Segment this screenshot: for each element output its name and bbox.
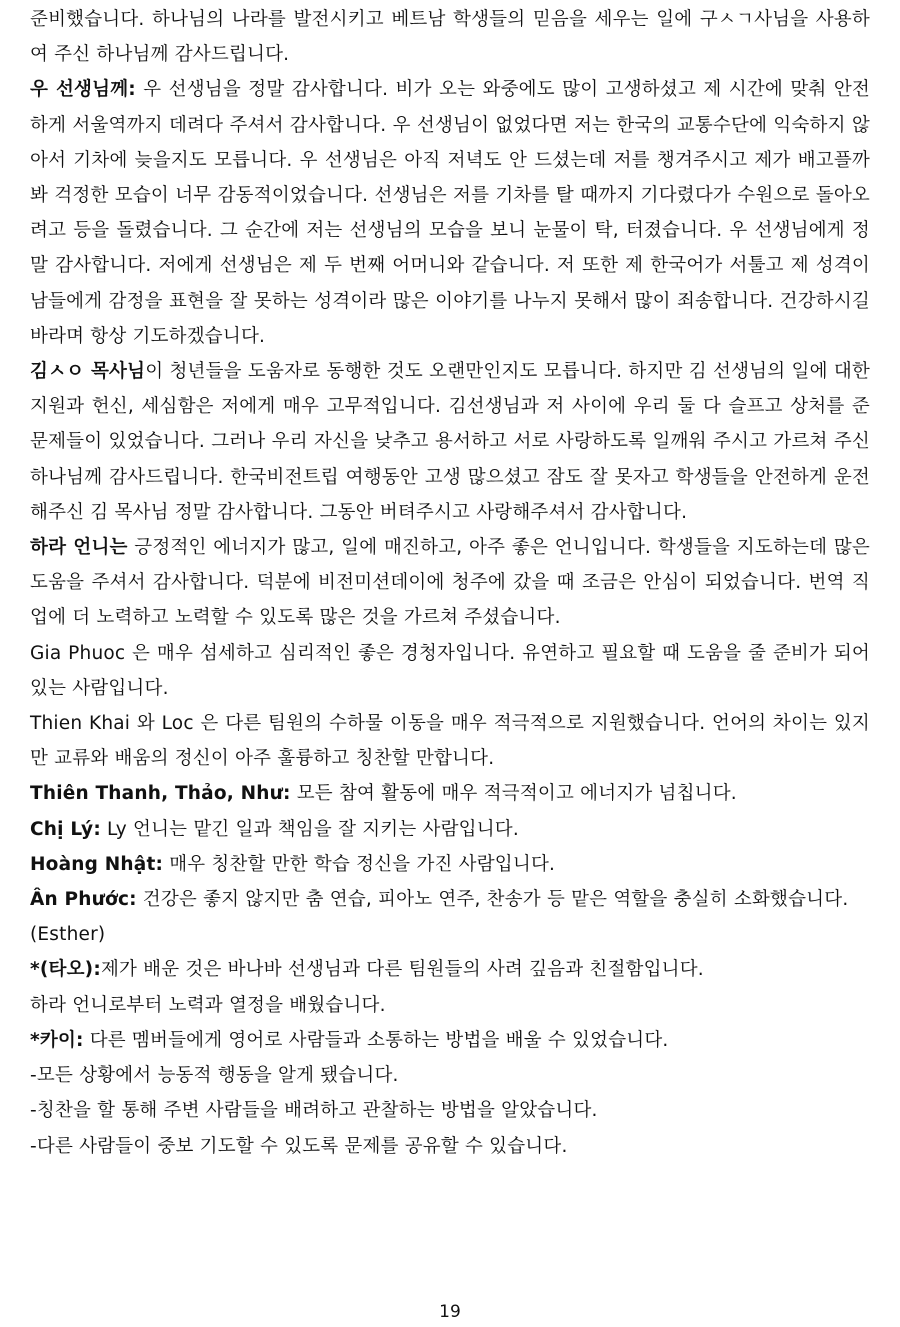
paragraph-text: Ly 언니는 맡긴 일과 책임을 잘 지키는 사람입니다. bbox=[100, 818, 519, 840]
paragraph-tao bbox=[30, 952, 870, 987]
paragraph-thien-thanh bbox=[30, 776, 870, 811]
paragraph-label: *(타오): bbox=[30, 959, 101, 981]
paragraph-label: 우 선생님께: bbox=[30, 79, 136, 101]
paragraph-text: -칭찬을 할 통해 주변 사람들을 배려하고 관찰하는 방법을 알았습니다. bbox=[30, 1100, 598, 1122]
page-number: 19 bbox=[439, 1302, 461, 1322]
paragraph-text: -다른 사람들이 중보 기도할 수 있도록 문제를 공유할 수 있습니다. bbox=[30, 1135, 568, 1157]
paragraph-text: 건강은 좋지 않지만 춤 연습, 피아노 연주, 찬송가 등 맡은 역할을 충실히 소화했습니다.(Esther) bbox=[30, 889, 849, 946]
paragraph-text: 모든 참여 활동에 매우 적극적이고 에너지가 넘칩니다. bbox=[290, 783, 737, 805]
paragraph-text: 긍정적인 에너지가 많고, 일에 매진하고, 아주 좋은 언니입니다. 학생들을 지도하는데 많은 도움을 주셔서 감사합니다. 덕분에 비전미션데이에 청주에 갔을 때 조금은 안심이 되었습니다. 번역 직업에 더 노력하고 노력할 수 있도록 많은 것을 가르쳐 주셨습니다. bbox=[30, 537, 870, 629]
list-item bbox=[30, 1058, 870, 1093]
paragraph-text: 우 선생님을 정말 감사합니다. 비가 오는 와중에도 많이 고생하셨고 제 시간에 맞춰 안전하게 서울역까지 데려다 주셔서 감사합니다. 우 선생님이 없었다면 저는 한국의 교통수단에 익숙하지 않아서 기차에 늦을지도 모릅니다. 우 선생님은 아직 저녁도 안 드셨는데 저를 챙겨주시고 제가 배고플까 봐 걱정한 모습이 너무 감동적이었습니다. 선생님은 저를 기차를 탈 때까지 기다렸다가 수원으로 돌아오려고 등을 돌렸습니다. 그 순간에 저는 선생님의 모습을 보니 눈물이 탁, 터졌습니다. 우 선생님에게 정말 감사합니다. 저에게 선생님은 제 두 번째 어머니와 같습니다. 저 또한 제 한국어가 서툴고 제 성격이 남들에게 감정을 표현을 잘 못하는 성격이라 많은 이야기를 나누지 못해서 많이 죄송합니다. 건강하시길 바라며 항상 기도하겠습니다. bbox=[30, 79, 870, 347]
paragraph-text: -모든 상황에서 능동적 행동을 알게 됐습니다. bbox=[30, 1065, 399, 1087]
paragraph-pastor-kim bbox=[30, 354, 870, 530]
paragraph-chi-ly bbox=[30, 812, 870, 847]
paragraph-label: 하라 언니는 bbox=[30, 537, 128, 559]
paragraph-label: Hoàng Nhật: bbox=[30, 853, 164, 875]
paragraph-an-phuoc bbox=[30, 882, 870, 952]
paragraph-gia-phuoc bbox=[30, 636, 870, 706]
paragraph-label: Chị Lý: bbox=[30, 818, 101, 840]
paragraph-label: 김ㅅㅇ 목사님 bbox=[30, 361, 146, 383]
paragraph-thien-khai-loc bbox=[30, 706, 870, 776]
list-item bbox=[30, 1093, 870, 1128]
paragraph-sister-hara bbox=[30, 530, 870, 636]
paragraph-text: Gia Phuoc 은 매우 섬세하고 심리적인 좋은 경청자입니다. 유연하고 필요할 때 도움을 줄 준비가 되어 있는 사람입니다. bbox=[30, 642, 870, 699]
paragraph-intro-thanks bbox=[30, 2, 870, 72]
paragraph-text: 하라 언니로부터 노력과 열정을 배웠습니다. bbox=[30, 994, 386, 1016]
paragraph-text: 준비했습니다. 하나님의 나라를 발전시키고 베트남 학생들의 믿음을 세우는 일에 구ㅅㄱ사님을 사용하여 주신 하나님께 감사드립니다. bbox=[30, 9, 870, 66]
list-item bbox=[30, 1129, 870, 1164]
paragraph-label: *카이: bbox=[30, 1029, 84, 1051]
paragraph-teacher-woo bbox=[30, 72, 870, 354]
paragraph-text: 제가 배운 것은 바나바 선생님과 다른 팀원들의 사려 깊음과 친절함입니다. bbox=[100, 959, 704, 981]
paragraph-label: Ân Phước: bbox=[30, 889, 137, 911]
paragraph-label: Thiên Thanh, Thảo, Như: bbox=[30, 783, 291, 805]
paragraph-learned-from-hara bbox=[30, 988, 870, 1023]
paragraph-khai bbox=[30, 1023, 870, 1058]
paragraph-hoang-nhat bbox=[30, 847, 870, 882]
paragraph-text: 다른 멤버들에게 영어로 사람들과 소통하는 방법을 배울 수 있었습니다. bbox=[83, 1029, 669, 1051]
document-body bbox=[30, 2, 870, 1164]
paragraph-text: Thien Khai 와 Loc 은 다른 팀원의 수하물 이동을 매우 적극적으로 지원했습니다. 언어의 차이는 있지만 교류와 배움의 정신이 아주 훌륭하고 칭찬할 만합니다. bbox=[30, 713, 870, 770]
paragraph-text: 매우 칭찬할 만한 학습 정신을 가진 사람입니다. bbox=[163, 853, 556, 875]
paragraph-text: 이 청년들을 도움자로 동행한 것도 오랜만인지도 모릅니다. 하지만 김 선생님의 일에 대한 지원과 헌신, 세심함은 저에게 매우 고무적입니다. 김선생님과 저 사이에 우리 둘 다 슬프고 상처를 준 문제들이 있었습니다. 그러나 우리 자신을 낮추고 용서하고 서로 사랑하도록 일깨워 주시고 가르쳐 주신 하나님께 감사드립니다. 한국비전트립 여행동안 고생 많으셨고 잠도 잘 못자고 학생들을 안전하게 운전해주신 김 목사님 정말 감사합니다. 그동안 버텨주시고 사랑해주셔서 감사합니다. bbox=[30, 361, 870, 523]
